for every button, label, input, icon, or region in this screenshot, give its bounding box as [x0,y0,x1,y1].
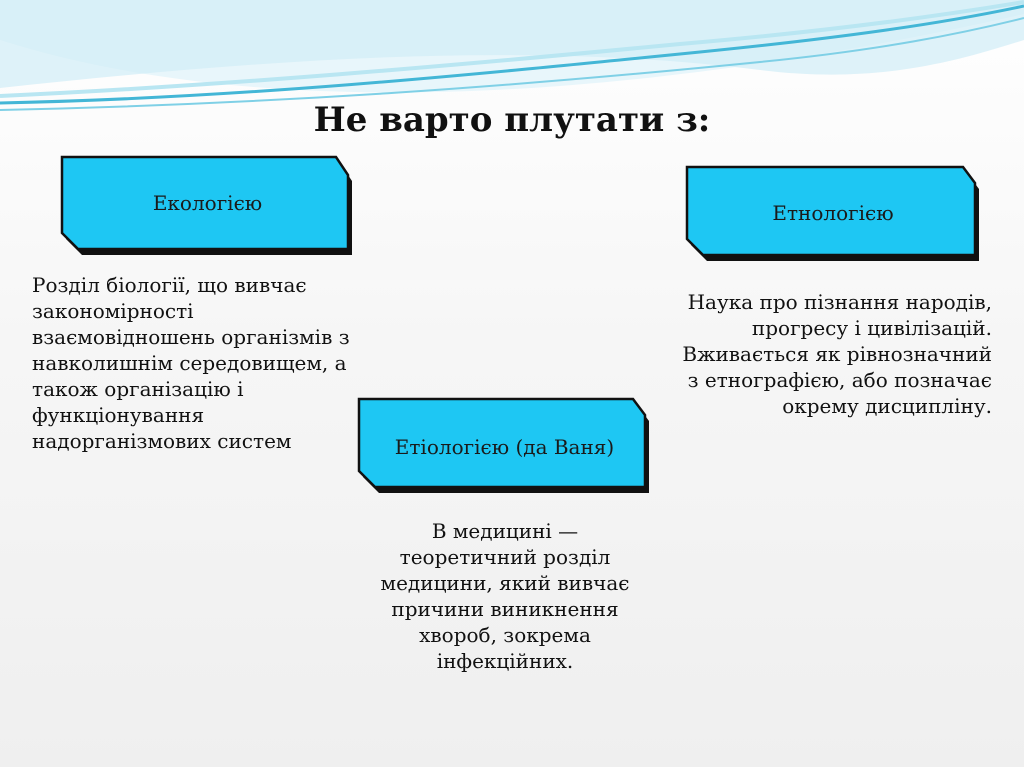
description-line: інфекційних. [436,649,574,673]
description-line: надорганізмових систем [32,429,292,453]
slide-title: Не варто плутати з: [313,100,711,140]
description-line: функціонування [32,403,205,427]
description-line: навколишнім середовищем, а [32,351,347,375]
description-line: Вживається як рівнозначний [682,342,992,366]
term-label-etiology: Етіологією (да Ваня) [394,435,615,459]
term-description-etiology [330,518,680,674]
description-line: В медицині — [431,519,579,543]
description-line: теоретичний розділ [399,545,611,569]
term-box-etiology [357,397,652,497]
term-box-ecology [60,155,355,260]
description-line: Наука про пізнання народів, [687,290,992,314]
description-line: з етнографією, або позначає [687,368,992,392]
term-description-ecology [32,272,402,454]
description-line: причини виникнення [391,597,619,621]
description-line: закономірності [32,299,194,323]
description-line: медицини, який вивчає [380,571,630,595]
description-line: взаємовідношень організмів з [32,325,350,349]
term-label-ethnology: Етнологією [772,201,894,225]
description-line: також організацію і [32,377,244,401]
term-label-ecology: Екологією [152,191,263,215]
term-box-ethnology [685,165,981,265]
description-line: окрему дисципліну. [782,394,992,418]
term-description-ethnology [650,289,992,419]
description-line: хвороб, зокрема [419,623,591,647]
description-line: прогресу і цивілізацій. [751,316,992,340]
description-line: Розділ біології, що вивчає [32,273,307,297]
